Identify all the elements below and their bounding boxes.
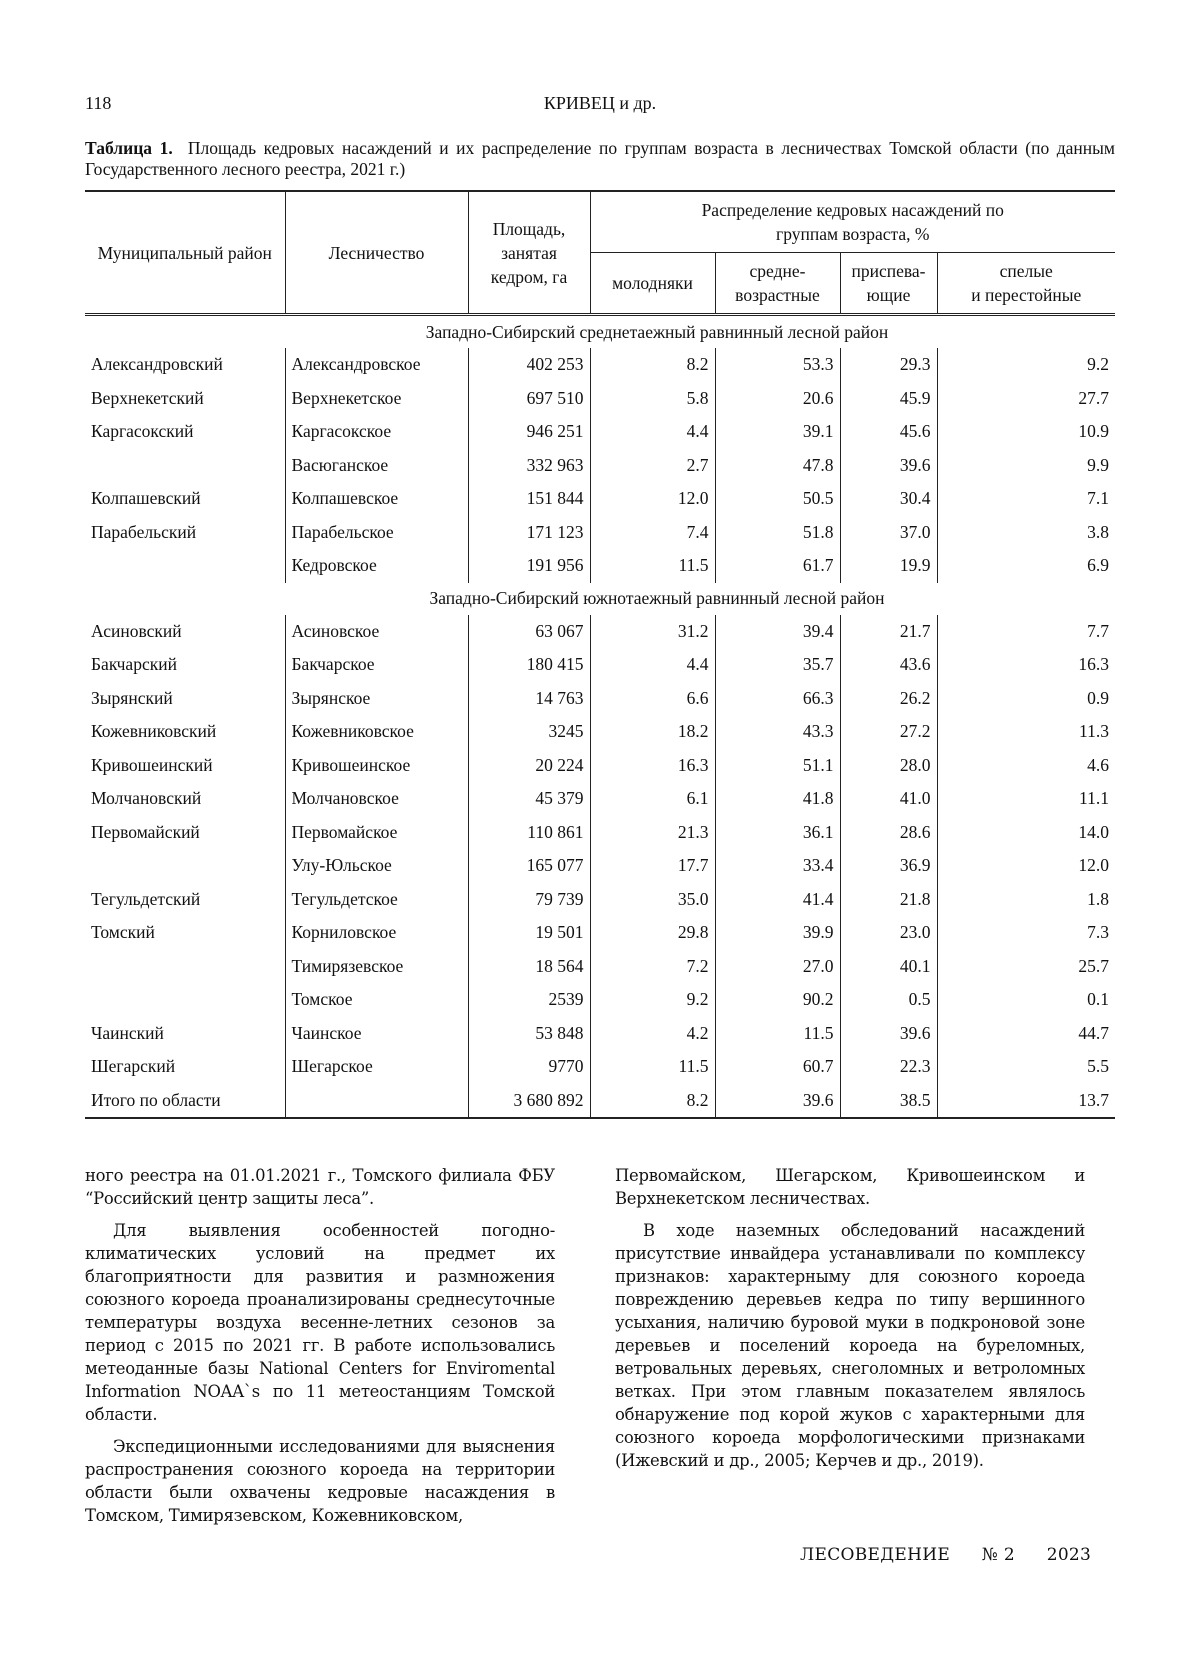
cell-maturing: 27.2 [840,715,937,749]
cell-mature: 14.0 [937,816,1115,850]
cell-area: 79 739 [468,883,590,917]
cell-forestry: Томское [285,983,468,1017]
cell-young: 6.1 [590,782,715,816]
cell-forestry: Кожевниковское [285,715,468,749]
cell-district: Александровский [91,354,223,375]
cell-district: Первомайский [91,821,200,842]
cell-young: 9.2 [590,983,715,1017]
cell-young: 29.8 [590,916,715,950]
cell-maturing: 21.7 [840,615,937,649]
table-row [85,415,1115,449]
cell-mature: 10.9 [937,415,1115,449]
table-row [85,1050,1115,1084]
cell-middle: 41.8 [715,782,840,816]
cell-forestry: Бакчарское [285,648,468,682]
cell-forestry: Колпашевское [285,482,468,516]
cell-district: Кожевниковский [91,721,217,742]
cell-maturing: 39.6 [840,1017,937,1051]
cell-district: Кривошеинский [91,754,213,775]
cell-maturing: 22.3 [840,1050,937,1084]
cell-young: 31.2 [590,615,715,649]
cell-mature: 6.9 [937,549,1115,583]
cell-young: 8.2 [590,1084,715,1119]
cell-middle: 53.3 [715,348,840,382]
cell-middle: 43.3 [715,715,840,749]
table-row [85,648,1115,682]
header-forestry: Лесничество [285,191,468,315]
cell-middle: 61.7 [715,549,840,583]
cell-mature: 13.7 [937,1084,1115,1119]
header-young: молодняки [590,253,715,315]
journal-issue: № 2 [981,1545,1015,1565]
table-row [85,348,1115,382]
cell-area: 14 763 [468,682,590,716]
table-row [85,615,1115,649]
cell-middle: 39.1 [715,415,840,449]
cell-maturing: 43.6 [840,648,937,682]
cell-mature: 7.7 [937,615,1115,649]
table-row [85,382,1115,416]
cell-district: Чаинский [91,1022,164,1043]
table-row [85,715,1115,749]
cell-district: Томский [91,922,155,943]
cell-area: 63 067 [468,615,590,649]
zone-title: Западно-Сибирский среднетаежный равнинный лесной район [425,321,889,342]
cell-middle: 33.4 [715,849,840,883]
cell-middle: 47.8 [715,449,840,483]
cell-forestry: Верхнекетское [285,382,468,416]
cell-forestry: Тимирязевское [285,950,468,984]
total-row [85,1084,1115,1119]
cell-maturing: 41.0 [840,782,937,816]
cell-district: Шегарский [91,1056,176,1077]
cell-district: Итого по области [85,1084,285,1119]
table-row [85,749,1115,783]
body-column-right [615,1164,1085,1481]
cell-forestry: Шегарское [285,1050,468,1084]
cell-forestry: Александровское [285,348,468,382]
zone-title: Западно-Сибирский южнотаежный равнинный лесной район [429,588,885,608]
table-label: Таблица 1. [85,138,173,158]
paragraph: Для выявления особенностей погодно-климатических условий на предмет их благоприятности для развития и размножения союзного короеда проанализированы среднесуточные температуры воздуха весенне-летних сезонов за период с 2015 по 2021 гг. В работе использовались метеоданные базы National Centers for Enviromental Information NOAA`s по 11 метеостанциям Томской области. [85,1221,555,1424]
cell-middle: 39.9 [715,916,840,950]
cell-district: Бакчарский [91,654,177,675]
cell-district: Каргасокский [91,421,194,442]
cell-mature: 0.9 [937,682,1115,716]
cell-middle: 39.6 [715,1084,840,1119]
header-mature: спелые и перестойные [937,253,1115,315]
journal-name: ЛЕСОВЕДЕНИЕ [800,1545,951,1565]
zone-row [85,315,1115,349]
table-header [85,191,1115,315]
cell-area: 697 510 [468,382,590,416]
cell-mature: 9.9 [937,449,1115,483]
cell-young: 18.2 [590,715,715,749]
cell-young: 7.2 [590,950,715,984]
cell-mature: 9.2 [937,348,1115,382]
cell-maturing: 45.9 [840,382,937,416]
cell-middle: 20.6 [715,382,840,416]
cell-young: 5.8 [590,382,715,416]
cell-forestry [285,1084,468,1119]
cell-area: 151 844 [468,482,590,516]
paragraph: Первомайском, Шегарском, Кривошеинском и Верхнекетском лесничествах. [615,1166,1085,1208]
cell-middle: 36.1 [715,816,840,850]
cell-district: Зырянский [91,687,173,708]
cell-area: 3 680 892 [468,1084,590,1119]
cell-area: 180 415 [468,648,590,682]
cell-mature: 11.3 [937,715,1115,749]
cell-forestry: Молчановское [285,782,468,816]
cell-maturing: 21.8 [840,883,937,917]
table-row [85,482,1115,516]
cell-district: Молчановский [91,788,202,809]
cell-young: 11.5 [590,1050,715,1084]
table-row [85,816,1115,850]
cell-middle: 11.5 [715,1017,840,1051]
cell-maturing: 28.6 [840,816,937,850]
cell-maturing: 26.2 [840,682,937,716]
cell-area: 3245 [468,715,590,749]
table-row [85,950,1115,984]
cell-district: Колпашевский [91,488,201,509]
cell-area: 171 123 [468,516,590,550]
cell-mature: 1.8 [937,883,1115,917]
cell-district [85,983,285,1017]
cell-maturing: 40.1 [840,950,937,984]
cell-forestry: Асиновское [285,615,468,649]
paragraph: В ходе наземных обследований насаждений присутствие инвайдера устанавливали по комплексу признаков: характерныму для союзного короеда повреждению деревьев кедра по типу вершинного усыхания, наличию буровой муки в подкроновой зоне деревьев и поселений короеда на буреломных, ветровальных деревьях, снеголомных и ветроломных ветках. При этом главным показателем являлось обнаружение под корой жуков с характерными для союзного короеда морфологическими признаками (Ижевский и др., 2005; Керчев и др., 2019). [615,1221,1085,1470]
cell-young: 6.6 [590,682,715,716]
header-area: Площадь, занятая кедром, га [468,191,590,315]
cell-forestry: Тегульдетское [285,883,468,917]
cell-area: 53 848 [468,1017,590,1051]
cell-middle: 35.7 [715,648,840,682]
cell-forestry: Корниловское [285,916,468,950]
cell-young: 16.3 [590,749,715,783]
running-head [85,93,1115,119]
cell-young: 4.2 [590,1017,715,1051]
cell-forestry: Кривошеинское [285,749,468,783]
cell-district: Парабельский [91,521,197,542]
cell-middle: 66.3 [715,682,840,716]
cell-area: 20 224 [468,749,590,783]
cell-middle: 51.8 [715,516,840,550]
cell-mature: 7.1 [937,482,1115,516]
cell-district [85,950,285,984]
cell-mature: 5.5 [937,1050,1115,1084]
cell-area: 402 253 [468,348,590,382]
cell-young: 4.4 [590,648,715,682]
table-body [85,315,1115,1119]
table-row [85,916,1115,950]
cell-middle: 90.2 [715,983,840,1017]
table-row [85,983,1115,1017]
cell-mature: 16.3 [937,648,1115,682]
cell-forestry: Первомайское [285,816,468,850]
cell-maturing: 29.3 [840,348,937,382]
table-row [85,549,1115,583]
cell-middle: 41.4 [715,883,840,917]
cell-young: 35.0 [590,883,715,917]
running-head-authors: КРИВЕЦ и др. [543,93,657,113]
cell-middle: 60.7 [715,1050,840,1084]
cell-young: 2.7 [590,449,715,483]
cell-mature: 4.6 [937,749,1115,783]
table-caption [85,138,1115,180]
cell-middle: 27.0 [715,950,840,984]
table-row [85,682,1115,716]
cell-forestry: Зырянское [285,682,468,716]
page-number: 118 [85,93,112,113]
cell-maturing: 37.0 [840,516,937,550]
cell-area: 165 077 [468,849,590,883]
cell-area: 2539 [468,983,590,1017]
cell-maturing: 45.6 [840,415,937,449]
cell-young: 11.5 [590,549,715,583]
cell-mature: 7.3 [937,916,1115,950]
cell-area: 18 564 [468,950,590,984]
cell-maturing: 39.6 [840,449,937,483]
cell-mature: 27.7 [937,382,1115,416]
cell-maturing: 38.5 [840,1084,937,1119]
cell-area: 332 963 [468,449,590,483]
header-maturing: приспева- ющие [840,253,937,315]
cell-maturing: 23.0 [840,916,937,950]
table-row [85,849,1115,883]
cell-young: 8.2 [590,348,715,382]
header-middle-aged: средне- возрастные [715,253,840,315]
cell-forestry: Кедровское [285,549,468,583]
cell-mature: 3.8 [937,516,1115,550]
cell-forestry: Каргасокское [285,415,468,449]
journal-year: 2023 [1046,1545,1092,1565]
cell-forestry: Парабельское [285,516,468,550]
cell-mature: 25.7 [937,950,1115,984]
table-row [85,449,1115,483]
cell-mature: 0.1 [937,983,1115,1017]
cell-district: Верхнекетский [91,387,204,408]
page-footer [800,1545,1091,1565]
cell-maturing: 19.9 [840,549,937,583]
header-distribution: Распределение кедровых насаждений по группам возраста, % [590,191,1115,253]
cell-district [85,849,285,883]
cell-maturing: 0.5 [840,983,937,1017]
table-row [85,516,1115,550]
table-row [85,883,1115,917]
cell-young: 4.4 [590,415,715,449]
cell-district [85,449,285,483]
cell-district: Асиновский [91,620,182,641]
cell-young: 17.7 [590,849,715,883]
header-district: Муниципальный район [85,191,285,315]
cell-mature: 12.0 [937,849,1115,883]
cedar-stands-table [85,190,1115,1119]
cell-mature: 11.1 [937,782,1115,816]
cell-area: 110 861 [468,816,590,850]
cell-mature: 44.7 [937,1017,1115,1051]
cell-maturing: 28.0 [840,749,937,783]
cell-forestry: Васюганское [285,449,468,483]
cell-district [85,549,285,583]
cell-middle: 51.1 [715,749,840,783]
cell-young: 7.4 [590,516,715,550]
cell-district: Тегульдетский [91,888,201,909]
paragraph: Экспедиционными исследованиями для выяснения распространения союзного короеда на территории области были охвачены кедровые насаждения в Томском, Тимирязевском, Кожевниковском, [85,1437,555,1525]
cell-middle: 39.4 [715,615,840,649]
zone-row [85,583,1115,615]
cell-maturing: 36.9 [840,849,937,883]
body-column-left [85,1164,555,1536]
cell-middle: 50.5 [715,482,840,516]
table-row [85,782,1115,816]
cell-young: 12.0 [590,482,715,516]
cell-area: 19 501 [468,916,590,950]
table-caption-text: Площадь кедровых насаждений и их распределение по группам возраста в лесничествах Томской области (по данным Государственного лесного реестра, 2021 г.) [85,138,1115,179]
cell-area: 191 956 [468,549,590,583]
cell-forestry: Чаинское [285,1017,468,1051]
cell-young: 21.3 [590,816,715,850]
cell-forestry: Улу-Юльское [285,849,468,883]
cell-area: 9770 [468,1050,590,1084]
cell-maturing: 30.4 [840,482,937,516]
cell-area: 45 379 [468,782,590,816]
table-row [85,1017,1115,1051]
paragraph: ного реестра на 01.01.2021 г., Томского филиала ФБУ “Российский центр защиты леса”. [85,1166,555,1208]
cell-area: 946 251 [468,415,590,449]
